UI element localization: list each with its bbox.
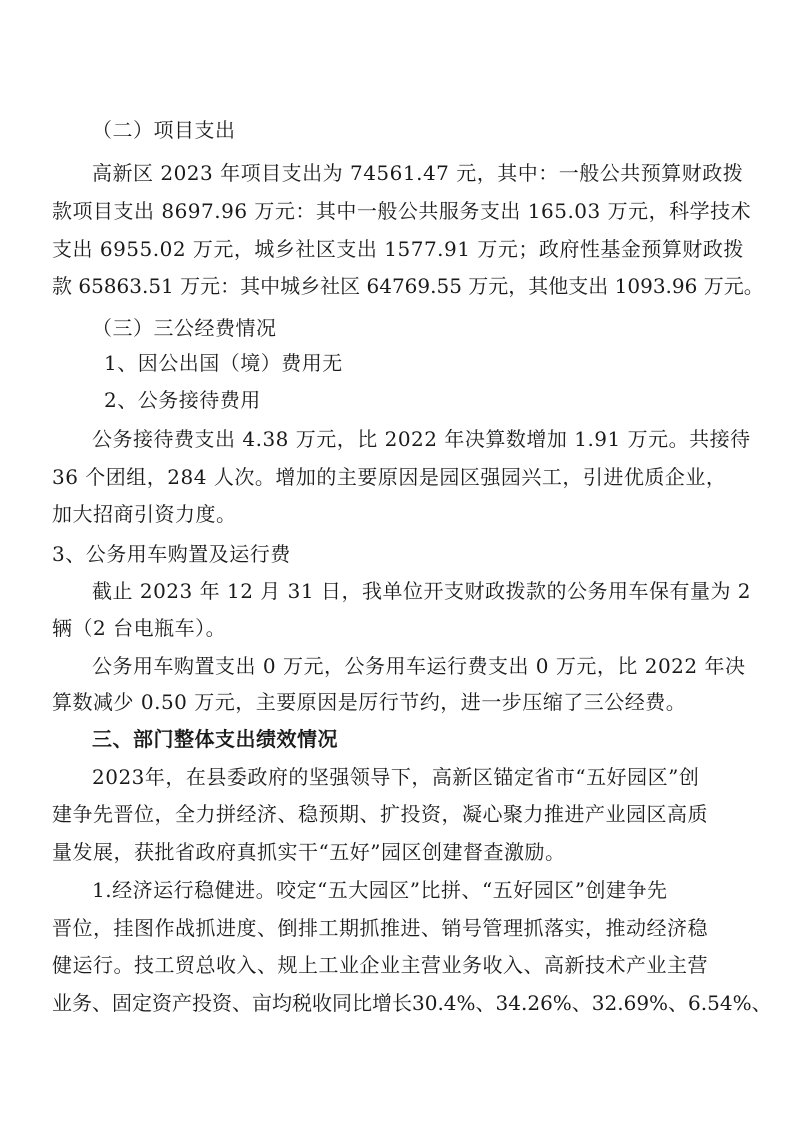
paragraph-line: 算数减少 0.50 万元，主要原因是厉行节约，进一步压缩了三公经费。 bbox=[52, 690, 687, 714]
paragraph-line: 款 65863.51 万元：其中城乡社区 64769.55 万元，其他支出 1093.96 万元。 bbox=[52, 274, 764, 298]
paragraph-line: 36 个团组，284 人次。增加的主要原因是园区强园兴工，引进优质企业， bbox=[52, 465, 727, 489]
paragraph-line: 截止 2023 年 12 月 31 日，我单位开支财政拨款的公务用车保有量为 2 bbox=[92, 579, 752, 603]
paragraph-line: 高新区 2023 年项目支出为 74561.47 元，其中：一般公共预算财政拨 bbox=[92, 161, 744, 185]
list-item-vehicles: 3、公务用车购置及运行费 bbox=[52, 542, 291, 566]
paragraph-line: 健运行。技工贸总收入、规上工业企业主营业务收入、高新技术产业主营 bbox=[52, 953, 708, 977]
paragraph-line: 业务、固定资产投资、亩均税收同比增长30.4%、34.26%、32.69%、6.54%、 bbox=[52, 991, 772, 1015]
paragraph-line: 2023年，在县委政府的坚强领导下，高新区锚定省市“五好园区”创 bbox=[92, 765, 700, 789]
subheading-project-expenditure: （二）项目支出 bbox=[92, 118, 236, 142]
paragraph-line: 公务用车购置支出 0 万元，公务用车运行费支出 0 万元，比 2022 年决 bbox=[92, 654, 746, 678]
list-item-overseas-travel: 1、因公出国（境）费用无 bbox=[104, 351, 343, 375]
list-item-reception: 2、公务接待费用 bbox=[104, 388, 261, 412]
paragraph-line: 辆（2 台电瓶车）。 bbox=[52, 616, 227, 640]
section-heading-performance: 三、部门整体支出绩效情况 bbox=[92, 727, 338, 751]
subheading-three-public-funds: （三）三公经费情况 bbox=[92, 316, 277, 340]
paragraph-line: 晋位，挂图作战抓进度、倒排工期抓推进、销号管理抓落实，推动经济稳 bbox=[52, 916, 708, 940]
paragraph-line: 加大招商引资力度。 bbox=[52, 502, 237, 526]
paragraph-line: 支出 6955.02 万元，城乡社区支出 1577.91 万元；政府性基金预算财政拨 bbox=[52, 237, 744, 261]
paragraph-line: 建争先晋位，全力拼经济、稳预期、扩投资，凝心聚力推进产业园区高质 bbox=[52, 802, 708, 826]
paragraph-line: 量发展，获批省政府真抓实干“五好”园区创建督查激励。 bbox=[52, 840, 566, 864]
paragraph-line: 款项目支出 8697.96 万元：其中一般公共服务支出 165.03 万元，科学技术 bbox=[52, 199, 752, 223]
paragraph-line: 公务接待费支出 4.38 万元，比 2022 年决算数增加 1.91 万元。共接待 bbox=[92, 427, 751, 451]
paragraph-line: 1.经济运行稳健进。咬定“五大园区”比拼、“五好园区”创建争先 bbox=[92, 878, 668, 902]
